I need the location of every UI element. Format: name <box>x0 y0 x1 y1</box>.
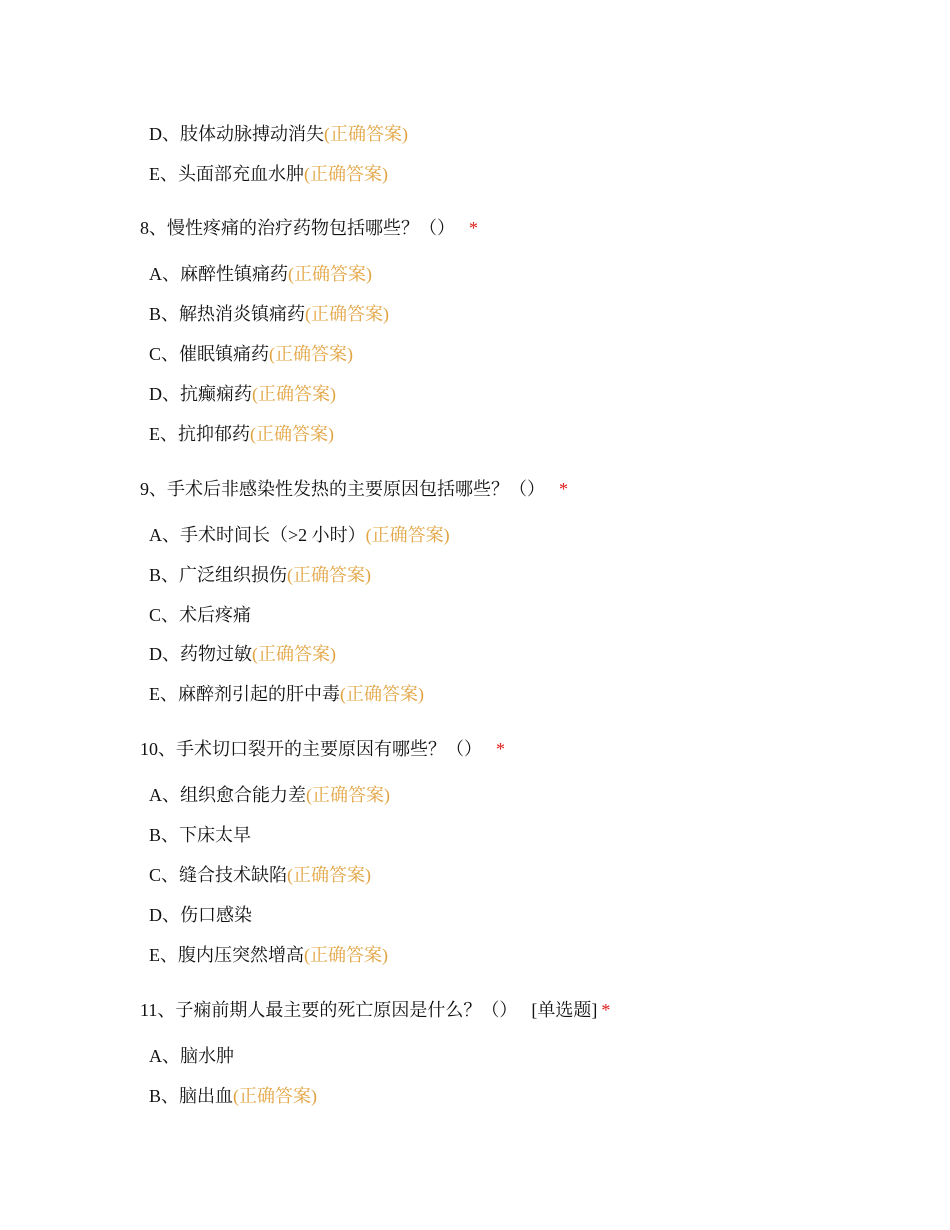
required-star: * <box>496 739 505 759</box>
option-q11-b <box>149 1084 317 1108</box>
correct-answer-mark: (正确答案) <box>340 684 424 704</box>
correct-answer-mark: (正确答案) <box>324 124 408 144</box>
option-q8-a <box>149 262 372 286</box>
question-11 <box>140 998 610 1022</box>
option-text: A、麻醉性镇痛药 <box>149 264 288 284</box>
correct-answer-mark: (正确答案) <box>304 164 388 184</box>
option-text: D、药物过敏 <box>149 644 252 664</box>
option-text: B、广泛组织损伤 <box>149 565 288 585</box>
option-q8-d <box>149 382 336 406</box>
correct-answer-mark: (正确答案) <box>365 525 450 545</box>
option-text: B、下床太早 <box>149 825 252 845</box>
option-text: E、头面部充血水肿 <box>149 164 304 184</box>
correct-answer-mark: (正确答案) <box>287 565 372 585</box>
question-type-tag: [单选题] <box>531 1000 598 1020</box>
question-9 <box>140 477 568 501</box>
option-text: A、组织愈合能力差 <box>149 785 306 805</box>
option-text: C、术后疼痛 <box>149 605 252 625</box>
correct-answer-mark: (正确答案) <box>287 865 372 885</box>
question-text: 10、手术切口裂开的主要原因有哪些？（） <box>140 739 482 759</box>
option-text: C、缝合技术缺陷 <box>149 865 288 885</box>
option-text: A、手术时间长（>2 小时） <box>149 525 366 545</box>
option-q8-e <box>149 422 334 446</box>
required-star: * <box>559 479 568 499</box>
option-q8-b <box>149 302 389 326</box>
option-text: D、肢体动脉搏动消失 <box>149 124 324 144</box>
question-text: 9、手术后非感染性发热的主要原因包括哪些？（） <box>140 479 545 499</box>
option-q10-c <box>149 863 371 887</box>
required-star: * <box>601 1000 611 1020</box>
option-q8-c <box>149 342 353 366</box>
option-text: A、脑水肿 <box>149 1046 234 1066</box>
option-q7-e <box>149 162 388 186</box>
option-q11-a <box>149 1044 234 1068</box>
question-10 <box>140 737 505 761</box>
option-text: B、解热消炎镇痛药 <box>149 304 306 324</box>
required-star: * <box>469 218 478 238</box>
option-q9-c <box>149 603 251 627</box>
option-text: E、抗抑郁药 <box>149 424 250 444</box>
correct-answer-mark: (正确答案) <box>306 785 390 805</box>
option-q10-a <box>149 783 390 807</box>
option-q10-b <box>149 823 251 847</box>
question-text: 8、慢性疼痛的治疗药物包括哪些？（） <box>140 218 455 238</box>
correct-answer-mark: (正确答案) <box>305 304 390 324</box>
option-q7-d <box>149 122 408 146</box>
correct-answer-mark: (正确答案) <box>269 344 354 364</box>
correct-answer-mark: (正确答案) <box>252 384 336 404</box>
correct-answer-mark: (正确答案) <box>252 644 336 664</box>
option-q9-d <box>149 642 336 666</box>
option-q10-e <box>149 943 388 967</box>
correct-answer-mark: (正确答案) <box>288 264 372 284</box>
question-8 <box>140 216 478 240</box>
question-text: 11、子痫前期人最主要的死亡原因是什么？（） <box>140 1000 518 1020</box>
option-text: B、脑出血 <box>149 1086 234 1106</box>
option-text: D、抗癫痫药 <box>149 384 252 404</box>
option-q10-d <box>149 903 252 927</box>
option-q9-e <box>149 682 424 706</box>
correct-answer-mark: (正确答案) <box>304 945 388 965</box>
correct-answer-mark: (正确答案) <box>233 1086 318 1106</box>
option-q9-b <box>149 563 371 587</box>
option-text: E、麻醉剂引起的肝中毒 <box>149 684 340 704</box>
correct-answer-mark: (正确答案) <box>250 424 334 444</box>
option-q9-a <box>149 523 450 547</box>
option-text: D、伤口感染 <box>149 905 252 925</box>
option-text: E、腹内压突然增高 <box>149 945 304 965</box>
option-text: C、催眠镇痛药 <box>149 344 270 364</box>
